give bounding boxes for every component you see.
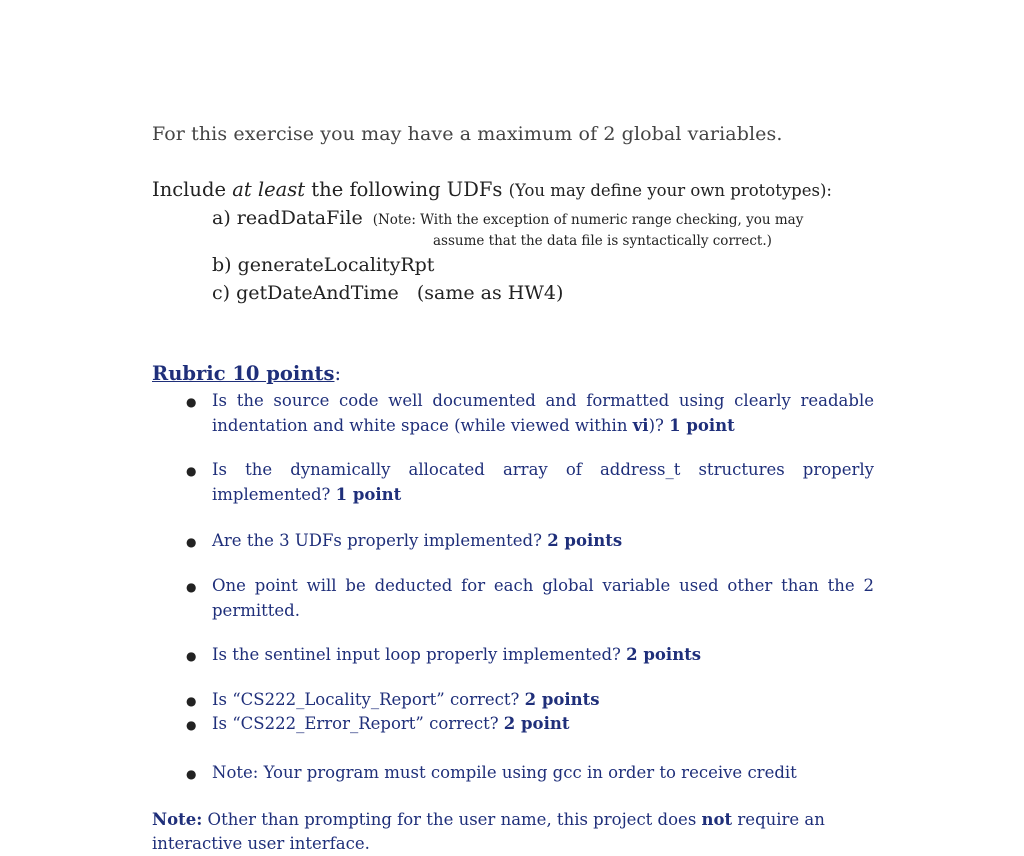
include-line bbox=[152, 178, 832, 201]
rubric-item-4: One point will be deducted for each global variable used other than the 2 permitted. bbox=[212, 576, 874, 620]
udf-c bbox=[212, 282, 563, 304]
bullet-icon: ● bbox=[186, 580, 197, 594]
rubric-item-2-points: 1 point bbox=[335, 484, 402, 504]
rubric-item-3-text: Are the 3 UDFs properly implemented? bbox=[212, 531, 548, 550]
udf-a-label: a) readDataFile bbox=[212, 207, 363, 229]
udf-a-note-continued: assume that the data file is syntactically correct.) bbox=[433, 233, 772, 249]
rubric-item-3 bbox=[212, 529, 874, 554]
rubric-item-7-points: 2 point bbox=[503, 714, 570, 733]
final-note-not: not bbox=[701, 810, 733, 829]
rubric-item-1 bbox=[212, 389, 874, 438]
bullet-icon: ● bbox=[186, 395, 197, 409]
include-middle: the following UDFs bbox=[305, 178, 509, 201]
rubric-title-text: Rubric 10 points bbox=[152, 362, 335, 385]
intro-line: For this exercise you may have a maximum of 2 global variables. bbox=[152, 123, 783, 145]
rubric-item-6-text: Is “CS222_Locality_Report” correct? bbox=[212, 690, 525, 709]
rubric-item-1-points: 1 point bbox=[669, 415, 735, 435]
udf-a-note: (Note: With the exception of numeric range checking, you may bbox=[372, 212, 804, 228]
rubric-item-5-text: Is the sentinel input loop properly implemented? bbox=[212, 645, 627, 664]
rubric-item-3-points: 2 points bbox=[547, 531, 623, 550]
rubric-item-2 bbox=[212, 458, 874, 507]
rubric-item-5 bbox=[212, 643, 874, 668]
include-prefix: Include bbox=[152, 178, 233, 201]
bullet-icon: ● bbox=[186, 464, 197, 478]
rubric-item-6 bbox=[212, 688, 874, 713]
include-emphasis: at least bbox=[232, 178, 306, 201]
final-note bbox=[152, 808, 852, 856]
rubric-item-6-points: 2 points bbox=[524, 690, 600, 709]
rubric-item-7-text: Is “CS222_Error_Report” correct? bbox=[212, 714, 504, 733]
bullet-icon: ● bbox=[186, 694, 197, 708]
include-paren: (You may define your own prototypes): bbox=[508, 181, 832, 200]
rubric-item-7 bbox=[212, 712, 874, 737]
udf-b: b) generateLocalityRpt bbox=[212, 254, 435, 276]
rubric-item-1-text-b: )? bbox=[648, 415, 670, 435]
udf-a bbox=[212, 207, 803, 229]
udf-c-note: (same as HW4) bbox=[416, 282, 564, 304]
rubric-item-2-text: Is the dynamically allocated array of address_t structures properly implemented? bbox=[212, 460, 874, 504]
bullet-icon: ● bbox=[186, 767, 197, 781]
final-note-text-b: require an interactive user interface. bbox=[152, 810, 825, 853]
final-note-label: Note: bbox=[152, 810, 203, 829]
rubric-title-colon: : bbox=[334, 362, 342, 385]
rubric-item-5-points: 2 points bbox=[626, 645, 702, 664]
final-note-text: Other than prompting for the user name, this project does bbox=[202, 810, 702, 829]
rubric-item-1-vi: vi bbox=[632, 415, 649, 435]
rubric-item-1-text: Is the source code well documented and formatted using clearly readable indentation and white space (while viewed within bbox=[212, 391, 874, 435]
bullet-icon: ● bbox=[186, 535, 197, 549]
rubric-item-8: Note: Your program must compile using gcc in order to receive credit bbox=[212, 763, 797, 782]
bullet-icon: ● bbox=[186, 649, 197, 663]
udf-c-label: c) getDateAndTime bbox=[212, 282, 399, 304]
bullet-icon: ● bbox=[186, 718, 197, 732]
rubric-title bbox=[152, 362, 341, 385]
